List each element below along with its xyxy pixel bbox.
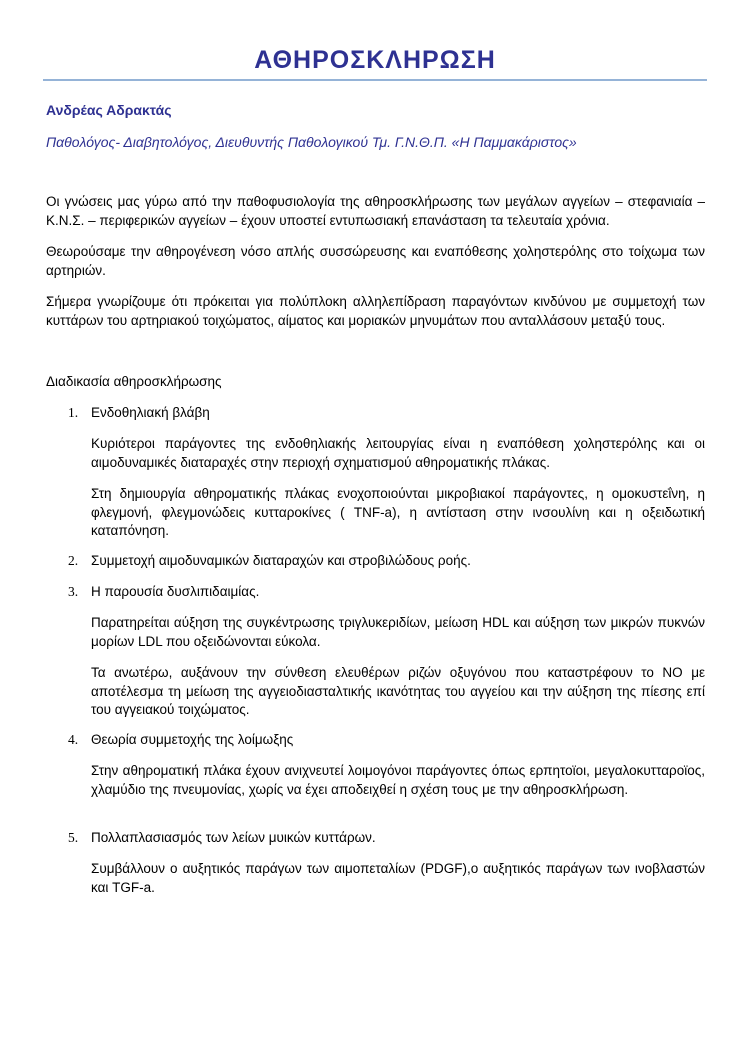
list-number: 1. bbox=[68, 405, 79, 420]
list-number: 2. bbox=[68, 553, 79, 568]
list-item-title: Θεωρία συμμετοχής της λοίμωξης bbox=[91, 732, 294, 747]
list-item-title: Ενδοθηλιακή βλάβη bbox=[91, 405, 210, 420]
list-item-paragraph: Συμβάλλουν ο αυξητικός παράγων των αιμοπεταλίων (PDGF),ο αυξητικός παράγων των ινοβλαστών και TGF-a. bbox=[91, 861, 705, 895]
title-divider bbox=[43, 79, 707, 81]
document-title: ΑΘΗΡΟΣΚΛΗΡΩΣΗ bbox=[254, 46, 496, 74]
list-number: 3. bbox=[68, 584, 79, 599]
section-heading: Διαδικασία αθηροσκλήρωσης bbox=[46, 374, 222, 389]
list-item-title: Η παρουσία δυσλιπιδαιμίας. bbox=[91, 584, 260, 599]
list-item-paragraph: Στη δημιουργία αθηροματικής πλάκας ενοχοποιούνται μικροβιακοί παράγοντες, η ομοκυστεΐνη, η φλεγμονή, φλεγμονώδεις κυτταροκίνες ( TNF-a), η αντίσταση στην ινσουλίνη και η οξειδωτική καταπόνηση. bbox=[91, 486, 705, 538]
author-name: Ανδρέας Αδρακτάς bbox=[46, 102, 172, 118]
list-item-title: Συμμετοχή αιμοδυναμικών διαταραχών και στροβιλώδους ροής. bbox=[91, 553, 471, 568]
list-number: 4. bbox=[68, 732, 79, 747]
list-item-paragraph: Τα ανωτέρω, αυξάνουν την σύνθεση ελευθέρων ριζών οξυγόνου που καταστρέφουν το NO με αποτέλεσμα τη μείωση της αγγειοδιασταλτικής ικανότητας του αγγείου και την αύξηση της πίεσης επί του αγγειακού τοιχώματος. bbox=[91, 665, 705, 717]
list-number: 5. bbox=[68, 830, 79, 845]
list-item-paragraph: Στην αθηροματική πλάκα έχουν ανιχνευτεί λοιμογόνοι παράγοντες όπως ερπητοϊοι, μεγαλοκυτταροϊος, χλαμύδιο της πνευμονίας, χωρίς να έχει αποδειχθεί η σχέση τους με την αθηροσκλήρωση. bbox=[91, 763, 705, 797]
intro-paragraph-1: Οι γνώσεις μας γύρω από την παθοφυσιολογία της αθηροσκλήρωσης των μεγάλων αγγείων – στεφανιαία – Κ.Ν.Σ. – περιφερικών αγγείων – έχουν υποστεί εντυπωσιακή επανάσταση τα τελευταία χρόνια. bbox=[46, 194, 705, 228]
author-affiliation: Παθολόγος- Διαβητολόγος, Διευθυντής Παθολογικού Τμ. Γ.Ν.Θ.Π. «Η Παμμακάριστος» bbox=[46, 134, 577, 150]
list-item-title: Πολλαπλασιασμός των λείων μυικών κυττάρων. bbox=[91, 830, 376, 845]
intro-paragraph-2: Θεωρούσαμε την αθηρογένεση νόσο απλής συσσώρευσης και εναπόθεσης χοληστερόλης στο τοίχωμα των αρτηριών. bbox=[46, 244, 705, 278]
list-item-paragraph: Κυριότεροι παράγοντες της ενδοθηλιακής λειτουργίας είναι η εναπόθεση χοληστερόλης και οι αιμοδυναμικές διαταραχές στην περιοχή σχηματισμού αθηροματικής πλάκας. bbox=[91, 436, 705, 470]
list-item-paragraph: Παρατηρείται αύξηση της συγκέντρωσης τριγλυκεριδίων, μείωση HDL και αύξηση των μικρών πυκνών μορίων LDL που οξειδώνονται εύκολα. bbox=[91, 615, 705, 649]
intro-paragraph-3: Σήμερα γνωρίζουμε ότι πρόκειται για πολύπλοκη αλληλεπίδραση παραγόντων κινδύνου με συμμετοχή των κυττάρων του αρτηριακού τοιχώματος, αίματος και μοριακών μηνυμάτων που ανταλλάσουν μεταξύ τους. bbox=[46, 294, 705, 328]
